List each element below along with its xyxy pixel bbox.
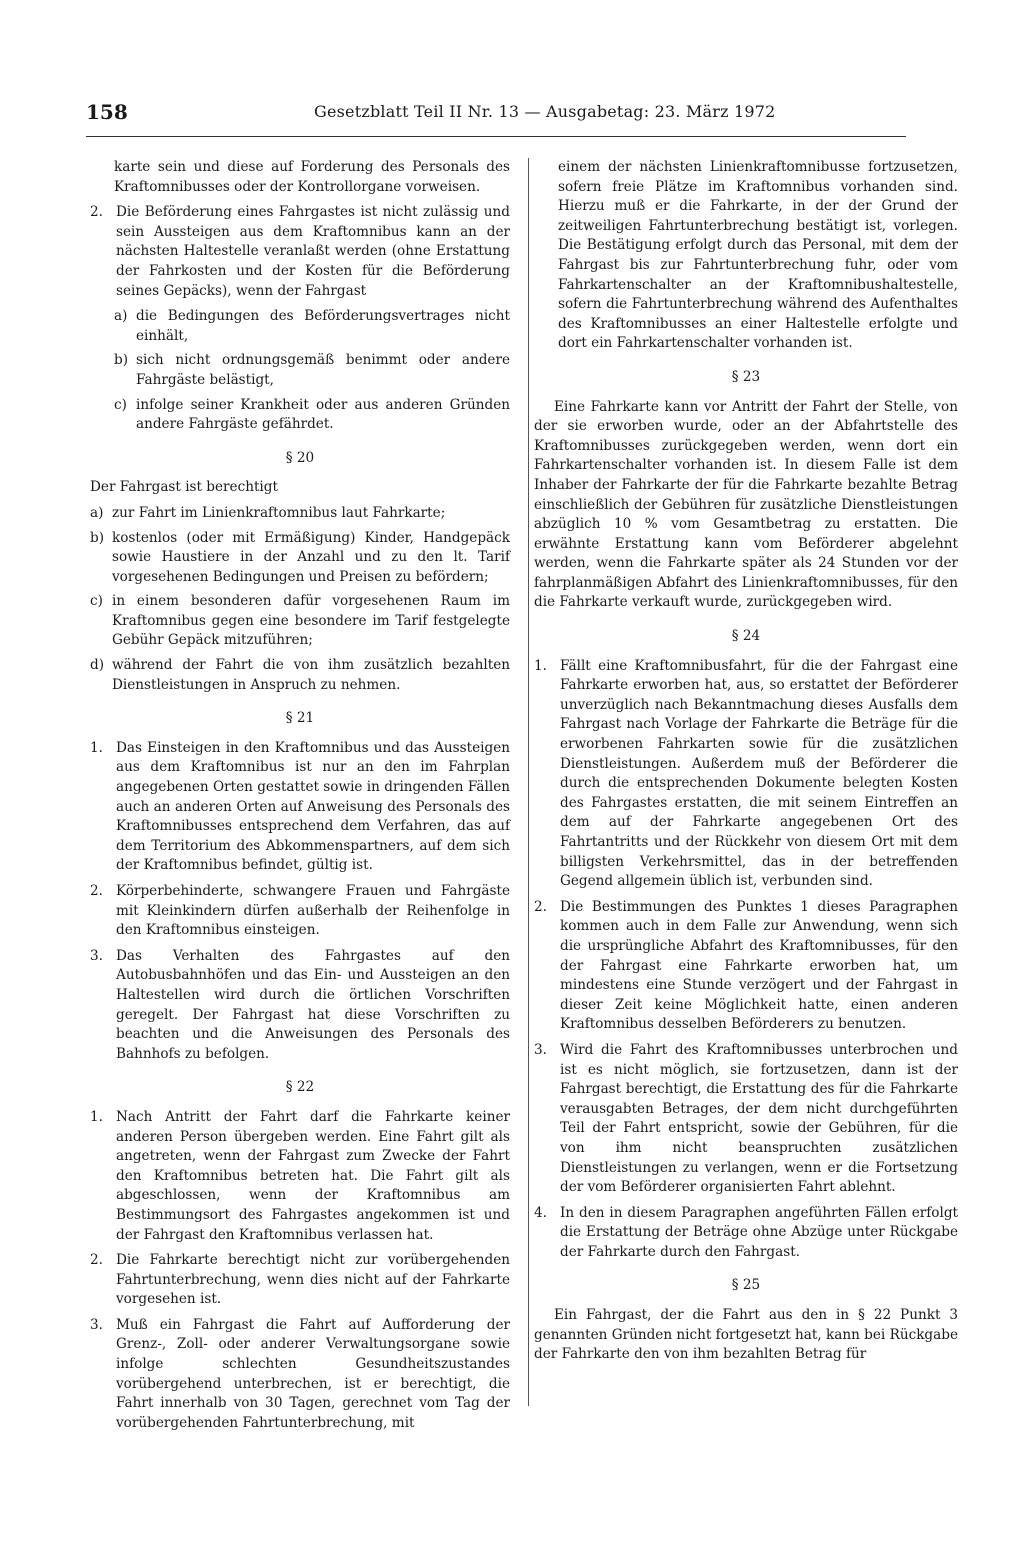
section-paragraph: Ein Fahrgast, der die Fahrt aus den in § 22 Punkt 3 genannten Gründen nicht fortgesetzt hat, kann bei Rückgabe der Fahrkarte den von ihm bezahlten Betrag für bbox=[534, 1307, 958, 1363]
item-text: Die Bestimmungen des Punktes 1 dieses Paragraphen kommen auch in dem Falle zur Anwendung, wenn sich die ursprüngliche Abfahrt des Kraftomnibusses, für den der Fahrgast eine Fahrkarte erworben hat, um mindestens eine Stunde verzögert und der Fahrgast in dieser Zeit keine Möglichkeit hatte, einen anderen Kraftomnibus desselben Beförderers zu benutzen. bbox=[560, 898, 958, 1033]
item-text: In den in diesem Paragraphen angeführten Fällen erfolgt die Erstattung der Beträge ohne Abzüge unter Rückgabe der Fahrkarte durch den Fahrgast. bbox=[560, 1204, 958, 1260]
list-item bbox=[534, 898, 958, 1035]
continued-paragraph: karte sein und diese auf Forderung des Personals des Kraftomnibusses oder der Kontrollorgane vorweisen. bbox=[114, 159, 510, 195]
right-column bbox=[534, 158, 958, 1371]
sub-text: während der Fahrt die von ihm zusätzlich bezahlten Dienstleistungen in Anspruch zu nehmen. bbox=[112, 657, 510, 693]
sub-item bbox=[90, 529, 510, 588]
section-heading-25: § 25 bbox=[731, 1277, 761, 1294]
item-number: 3. bbox=[534, 1041, 547, 1058]
item-number: 2. bbox=[534, 898, 547, 915]
sub-text: infolge seiner Krankheit oder aus anderen Gründen andere Fahrgäste gefährdet. bbox=[136, 396, 510, 433]
list-item bbox=[90, 947, 510, 1065]
sub-number: c) bbox=[114, 396, 127, 413]
section-paragraph: Eine Fahrkarte kann vor Antritt der Fahrt der Stelle, von der sie erworben wurde, oder an der Abfahrtstelle des Kraftomnibusses zurückgegeben werden, wenn dort ein Fahrkartenschalter vorhanden ist. In diesem Falle ist dem Inhaber der Fahrkarte der für die Fahrkarte bezahlte Betrag einschließlich der Gebühren für zusätzliche Dienstleistungen abzüglich 10 % vom Gesamtbetrag zu erstatten. Die erwähnte Erstattung kann vom Beförderer abgelehnt werden, wenn die Fahrkarte später als 24 Stunden vor der fahrplanmäßigen Abfahrt des Linienkraftomnibusses, für den die Fahrkarte verkauft wurde, zurückgegeben wird. bbox=[534, 398, 958, 611]
item-number: 1. bbox=[90, 1108, 103, 1125]
item-text: Die Fahrkarte berechtigt nicht zur vorübergehenden Fahrtunterbrechung, wenn dies nicht auf der Fahrkarte vorgesehen ist. bbox=[116, 1252, 510, 1308]
item-number: 4. bbox=[534, 1204, 547, 1221]
item-number: 3. bbox=[90, 947, 103, 964]
list-item bbox=[534, 657, 958, 892]
page-number: 158 bbox=[86, 100, 128, 124]
section-heading-21: § 21 bbox=[285, 710, 315, 727]
item-number: 1. bbox=[90, 739, 103, 756]
header-title: Gesetzblatt Teil II Nr. 13 — Ausgabetag: 23. März 1972 bbox=[314, 102, 776, 121]
sub-number: d) bbox=[90, 657, 105, 674]
item-text: Nach Antritt der Fahrt darf die Fahrkarte keiner anderen Person übergeben werden. Eine Fahrt gilt als angetreten, wenn der Fahrgast zum Zwecke der Fahrt den Kraftomnibus betreten hat. Die Fahrt gilt als abgeschlossen, wenn der Kraftomnibus am Bestimmungsort des Fahrgastes angekommen ist und der Fahrgast den Kraftomnibus verlassen hat. bbox=[116, 1108, 510, 1243]
item-number: 2. bbox=[90, 883, 103, 899]
sub-number: a) bbox=[90, 504, 104, 521]
sub-text: kostenlos (oder mit Ermäßigung) Kinder, Handgepäck sowie Haustiere in der Anzahl und zu den lt. Tarif vorgesehenen Bedingungen und Preisen zu befördern; bbox=[112, 529, 510, 585]
continued-paragraph: einem der nächsten Linienkraftomnibusse fortzusetzen, sofern freie Plätze im Kraftomnibus vorhanden sind. Hierzu muß er die Fahrkarte, in der der Grund der zeitweiligen Fahrtunterbrechung bestätigt ist, vorlegen. Die Bestätigung erfolgt durch das Personal, mit dem der Fahrgast bis zur Fahrtunterbrechung fuhr, oder vom Fahrkartenschalter an der Kraftomnibushaltestelle, sofern die Fahrtunterbrechung während des Aufenthaltes des Kraftomnibusses an einer Haltestelle erfolgte und dort ein Fahrkartenschalter vorhanden ist. bbox=[558, 159, 958, 352]
sub-text: zur Fahrt im Linienkraftomnibus laut Fahrkarte; bbox=[112, 504, 446, 521]
sub-number: b) bbox=[90, 529, 105, 546]
sub-item bbox=[114, 351, 510, 390]
item-number: 2. bbox=[90, 1252, 103, 1269]
sub-text: sich nicht ordnungsgemäß benimmt oder andere Fahrgäste belästigt, bbox=[136, 352, 510, 388]
sub-item bbox=[90, 504, 510, 524]
item-number: 1. bbox=[534, 657, 547, 674]
item-text: Muß ein Fahrgast die Fahrt auf Aufforderung der Grenz-, Zoll- oder anderer Verwaltungsorgane sowie infolge schlechten Gesundheitszustandes vorübergehend unterbrechen, ist er berechtigt, die Fahrt innerhalb von 30 Tagen, gerechnet vom Tag der vorübergehenden Fahrtunterbrechung, mit bbox=[116, 1316, 510, 1431]
list-item bbox=[90, 1251, 510, 1310]
item-text: Das Verhalten des Fahrgastes auf den Autobusbahnhöfen und das Ein- und Aussteigen an den Haltestellen wird durch die örtlichen Vorschriften geregelt. Der Fahrgast hat diese Vorschriften zu beachten und die Anweisungen des Personals des Bahnhofs zu befolgen. bbox=[116, 947, 510, 1062]
sub-item bbox=[90, 656, 510, 695]
sub-item bbox=[90, 592, 510, 651]
section-heading-20: § 20 bbox=[285, 449, 315, 466]
item-number: 3. bbox=[90, 1316, 103, 1333]
list-item bbox=[90, 1316, 510, 1434]
list-item bbox=[534, 1041, 958, 1198]
sub-item bbox=[114, 307, 510, 346]
item-text: Körperbehinderte, schwangere Frauen und Fahrgäste mit Kleinkindern dürfen außerhalb der Reihenfolge in den Kraftomnibus einsteigen. bbox=[116, 883, 510, 939]
sub-text: die Bedingungen des Beförderungsvertrages nicht einhält, bbox=[136, 308, 510, 344]
item-text: Das Einsteigen in den Kraftomnibus und das Aussteigen aus dem Kraftomnibus ist nur an den im Fahrplan angegebenen Orten gestattet sowie in dringenden Fällen auch an anderen Orten auf Anweisung des Personals des Kraftomnibusses entsprechend dem Verfahren, das auf dem Territorium des Abkommenspartners, auf dem sich der Kraftomnibus befindet, gültig ist. bbox=[116, 739, 510, 874]
section-heading-24: § 24 bbox=[731, 628, 761, 645]
section-heading-22: § 22 bbox=[285, 1079, 315, 1096]
left-column bbox=[90, 158, 510, 1439]
item-text: Fällt eine Kraftomnibusfahrt, für die der Fahrgast eine Fahrkarte erworben hat, aus, so erstattet der Beförderer unverzüglich nach Bekanntmachung dieses Ausfalls dem Fahrgast nach Vorlage der Fahrkarte die Beträge für die erworbenen Fahrkarten sowie für die zusätzlichen Dienstleistungen. Außerdem muß der Beförderer die durch die entsprechenden Dokumente belegten Kosten des Fahrgastes erstatten, die mit seinem Eintreffen an dem auf der Fahrkarte angegebenen Ort des Fahrtantritts und der Rückkehr von diesem Ort mit dem billigsten Verkehrsmittel, das in der betreffenden Gegend allgemein üblich ist, verbunden sind. bbox=[560, 657, 958, 890]
sub-number: a) bbox=[114, 308, 128, 325]
item-text: Die Beförderung eines Fahrgastes ist nicht zulässig und sein Aussteigen aus dem Kraftomnibus kann an der nächsten Haltestelle veranlaßt werden (ohne Erstattung der Fahrkosten und der Kosten für die Beförderung seines Gepäcks), wenn der Fahrgast bbox=[116, 204, 510, 299]
sub-number: c) bbox=[90, 593, 103, 610]
sub-text: in einem besonderen dafür vorgesehenen Raum im Kraftomnibus gegen eine besondere im Tarif festgelegte Gebühr Gepäck mitzuführen; bbox=[112, 593, 510, 649]
section-intro: Der Fahrgast ist berechtigt bbox=[90, 479, 278, 496]
header-rule bbox=[86, 136, 906, 137]
list-item bbox=[534, 1204, 958, 1263]
item-text: Wird die Fahrt des Kraftomnibusses unterbrochen und ist es nicht möglich, sie fortzusetzen, dann ist der Fahrgast berechtigt, die Erstattung des für die Fahrkarte verausgabten Betrages, der dem nicht durchgeführten Teil der Fahrt entspricht, sowie der Gebühren, für die von ihm nicht beanspruchten zusätzlichen Dienstleistungen zu verlangen, wenn er die Fortsetzung der vom Beförderer organisierten Fahrt ablehnt. bbox=[560, 1041, 958, 1196]
list-item bbox=[90, 203, 510, 301]
column-divider bbox=[528, 158, 529, 1406]
list-item bbox=[90, 739, 510, 876]
page-header bbox=[86, 100, 936, 130]
item-number: 2. bbox=[90, 204, 103, 221]
section-heading-23: § 23 bbox=[731, 368, 761, 385]
sub-number: b) bbox=[114, 352, 129, 369]
sub-item bbox=[114, 396, 510, 435]
list-item bbox=[90, 1108, 510, 1245]
list-item bbox=[90, 882, 510, 941]
